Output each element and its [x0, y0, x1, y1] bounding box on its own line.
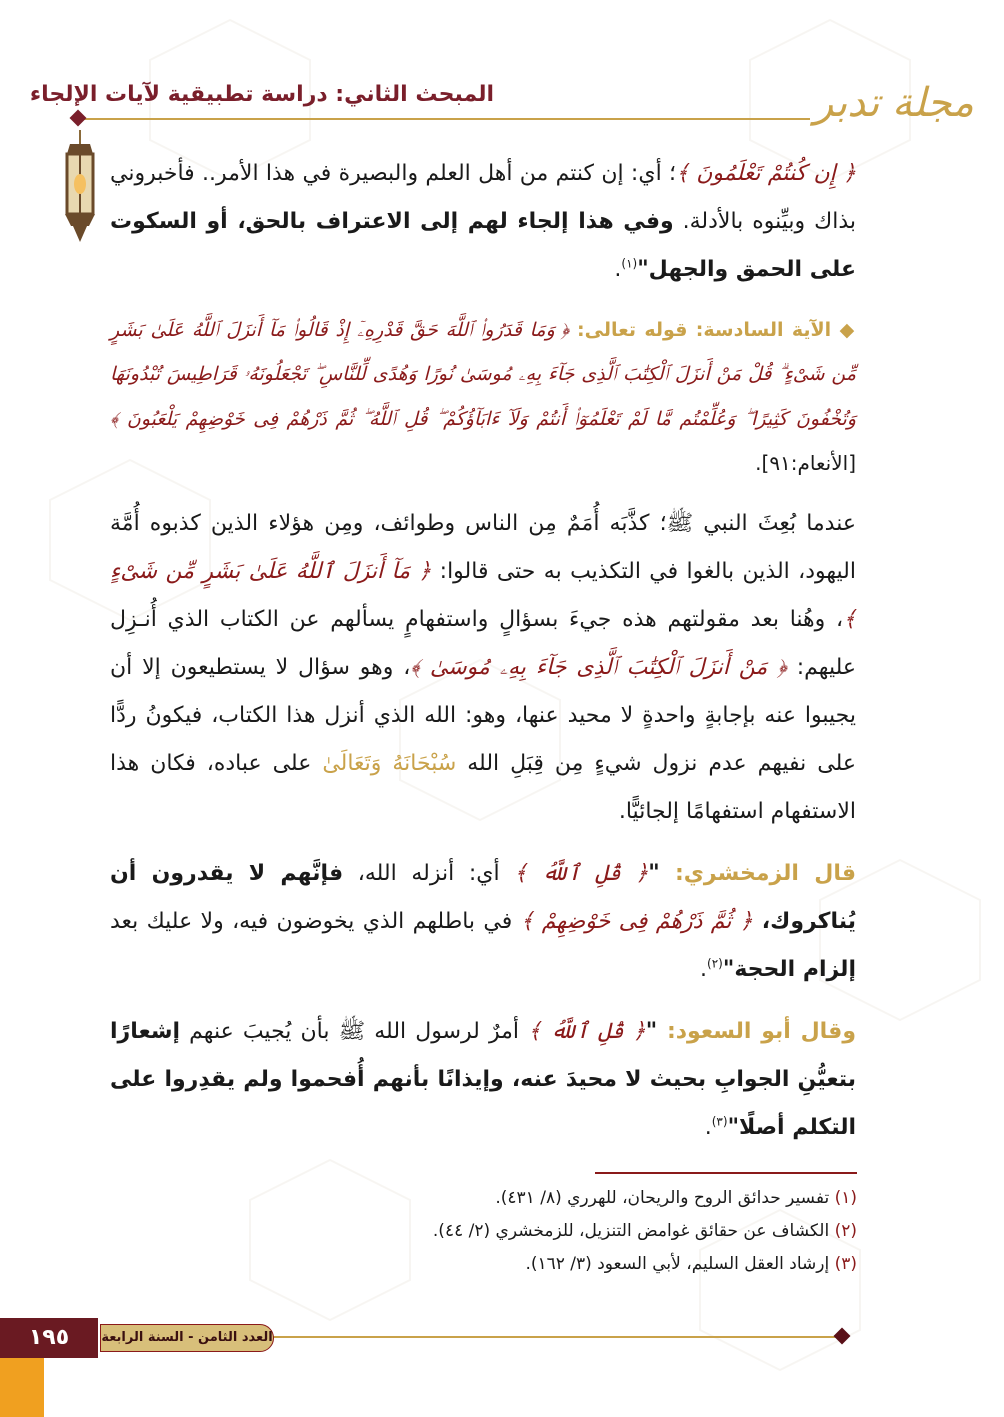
footnote-text: الكشاف عن حقائق غوامض التنزيل، للزمخشري (٢/ ٤٤). — [432, 1221, 835, 1241]
paragraph-text: على عباده، فكان هذا الاستفهام استفهامًا إلجائيًّا. — [110, 751, 856, 824]
paragraph-text: ، وهُنا بعد مقولتهم هذه جيءَ بسؤالٍ واستفهامٍ يسألهم عن الكتاب الذي أُنـزِل عليهم: — [110, 607, 856, 680]
paragraph-bold-text: إلزام الحجة" — [722, 957, 856, 982]
footnote-number: (٣) — [834, 1254, 857, 1274]
quote-mark: " — [648, 861, 660, 886]
footnote-number: (٢) — [834, 1221, 857, 1241]
ayah-six-heading: ◆ الآية السادسة: قوله تعالى: — [577, 319, 856, 341]
quran-quote: ﴿ ثُمَّ ذَرْهُمْ فِى خَوْضِهِمْ ﴾ — [520, 909, 753, 934]
footnote-number: (١) — [834, 1188, 857, 1208]
paragraph-text: في باطلهم الذي يخوضون فيه، ولا عليك بعد — [110, 909, 521, 934]
section-title: المبحث الثاني: دراسة تطبيقية لآيات الإلجاء — [29, 82, 494, 107]
paragraph-text: عندما بُعِثَ النبي ﷺ؛ كذَّبَه أُمَمٌ مِن الناس وطوائف، ومِن هؤلاء الذين كذبوه أُمَّة اليهود، الذين بالغوا في التكذيب به حتى قالوا: — [110, 511, 856, 584]
footnote-text: إرشاد العقل السليم، لأبي السعود (٣/ ١٦٢). — [525, 1254, 835, 1274]
quran-quote: ﴿ قُلِ ٱللَّهُ ﴾ — [514, 861, 649, 886]
paragraph-end: . — [704, 1115, 712, 1140]
ayah-six-block — [110, 308, 856, 486]
footnote-ref-2[interactable]: (٢) — [707, 956, 723, 971]
quran-quote: ﴿ إِن كُنتُمْ تَعْلَمُونَ ﴾ — [676, 161, 856, 186]
quote-mark: " — [645, 1019, 658, 1044]
ayah-six-reference: [الأنعام:٩١]. — [755, 451, 856, 475]
footnote-text: تفسير حدائق الروح والريحان، للهرري (٨/ ٤٣١). — [495, 1188, 835, 1208]
abu-saud-heading: وقال أبو السعود: — [657, 1019, 856, 1044]
side-color-strip — [0, 1358, 44, 1417]
paragraph-3 — [110, 850, 856, 994]
quran-quote: ﴿ قُلِ ٱللَّهُ ﴾ — [528, 1019, 646, 1044]
journal-logo: مجلة تدبر — [814, 80, 974, 126]
paragraph-4 — [110, 1008, 856, 1152]
main-content — [110, 150, 856, 1166]
footnote-item — [300, 1182, 857, 1215]
zamakhshari-heading: قال الزمخشري: — [659, 861, 856, 886]
footnotes — [300, 1182, 857, 1281]
footnote-ref-1[interactable]: (١) — [621, 256, 638, 271]
paragraph-2 — [110, 500, 856, 836]
footnote-divider — [595, 1172, 857, 1174]
paragraph-text: أي: أنزله الله، — [343, 861, 515, 886]
lantern-icon — [55, 130, 105, 250]
footnote-item — [300, 1248, 857, 1281]
paragraph-bold-text: فإنَّهم لا يقدرون أن يُناكروك، — [110, 861, 856, 934]
paragraph-text: أمرٌ لرسول الله ﷺ بأن يُجيبَ عنهم — [180, 1019, 529, 1044]
header-divider — [80, 118, 810, 120]
footnote-item — [300, 1215, 857, 1248]
paragraph-end: . — [614, 257, 622, 282]
paragraph-1 — [110, 150, 856, 294]
ayah-six-text: ﴿ وَمَا قَدَرُوا۟ ٱللَّهَ حَقَّ قَدْرِهِۦٓ إِذْ قَالُوا۟ مَآ أَنزَلَ ٱللَّهُ عَلَىٰ بَشَرٍ مِّن شَىْءٍ ۗ قُلْ مَنْ أَنزَلَ ٱلْكِتَٰبَ ٱلَّذِى جَآءَ بِهِۦ مُوسَىٰ نُورًا وَهُدًى لِّلنَّاسِ ۖ تَجْعَلُونَهُۥ قَرَاطِيسَ تُبْدُونَهَا وَتُخْفُونَ كَثِيرًا ۖ وَعُلِّمْتُم مَّا لَمْ تَعْلَمُوٓا۟ أَنتُمْ وَلَآ ءَابَآؤُكُمْ ۖ قُلِ ٱللَّهُ ۖ ثُمَّ ذَرْهُمْ فِى خَوْضِهِمْ يَلْعَبُونَ ﴾ — [110, 319, 856, 430]
page-number: ١٩٥ — [0, 1318, 98, 1358]
quran-quote: ﴿ مَآ أَنزَلَ ٱللَّهُ عَلَىٰ بَشَرٍ مِّن شَىْءٍ ﴾ — [110, 559, 856, 632]
issue-label: العدد الثامن - السنة الرابعة — [100, 1324, 274, 1352]
paragraph-bold-text: وفي هذا إلجاء لهم إلى الاعتراف بالحق، أو السكوت على الحمق والجهل" — [110, 209, 856, 282]
paragraph-text: ؛ أي: إن كنتم من أهل العلم والبصيرة في هذا الأمر.. فأخبروني بذاك وبيِّنوه بالأدلة. — [110, 161, 856, 234]
glorification-text: سُبْحَانَهُ وَتَعَالَىٰ — [322, 751, 457, 776]
quran-quote: ﴿ مَنْ أَنزَلَ ٱلْكِتَٰبَ ٱلَّذِى جَآءَ بِهِۦ مُوسَىٰ ﴾ — [410, 655, 787, 680]
paragraph-end: . — [700, 957, 708, 982]
footnote-ref-3[interactable]: (٣) — [711, 1114, 728, 1129]
paragraph-text: ، وهو سؤال لا يستطيعون إلا أن يجيبوا عنه بإجابةٍ واحدةٍ لا محيد عنها، وهو: الله الذي أنزل هذا الكتاب، فيكونُ ردًّا على نفيهم عدم نزول شيءٍ مِن قِبَلِ الله — [110, 655, 856, 776]
paragraph-bold-text: إشعارًا بتعيُّنِ الجوابِ بحيث لا محيدَ عنه، وإيذانًا بأنهم أُفحموا ولم يقدِروا على التكلم أصلًا" — [110, 1019, 856, 1140]
